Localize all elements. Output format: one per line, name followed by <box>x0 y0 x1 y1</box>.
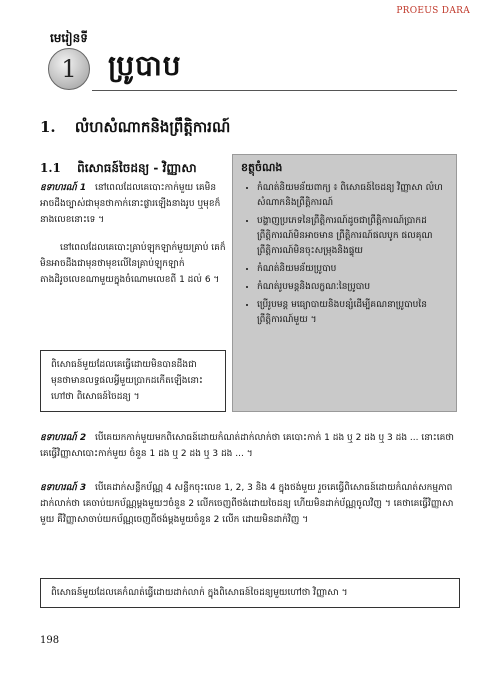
section-number: 1. <box>40 118 56 136</box>
example3-label: ឧទាហរណ៍ 3 <box>40 483 87 493</box>
lesson-title: ប្រូបាប <box>108 49 182 82</box>
lesson-number-badge <box>48 48 90 90</box>
objectives-title: ខត្ថុចំណង <box>241 161 283 174</box>
objectives-list <box>241 181 448 328</box>
example3-paragraph <box>40 480 460 528</box>
example1-text1: នៅពេលដែលគេបោះកាក់មួយ គេមិនអាចដឹងច្បាស់ជាមុនថាកាក់នោះផ្ងារឡើងនាងរូប ឬមុខក៏នាងលេខនោះទេ ។ <box>40 183 221 225</box>
header-brand: PROEUS DARA <box>396 6 470 16</box>
example2-text: បើគេយកកាក់មួយមកពិសោធន៍ដោយកំណត់ដាក់លាក់ថា គេបោះកាក់ 1 ដង ឬ 2 ដង ឬ 3 ដង ... នោះគេថា គេធ្វើវិញ្ញាសាបោះកាក់មួយ ចំនួន 1 ដង ឬ 2 ដង ឬ 3 ដង ... ។ <box>40 433 454 459</box>
objective-item: • ប្រើរូបមន្ត មធ្យោបាយនិងបន្សំដើម្បីគណនាប្រូបាបនៃព្រឹត្តិការណ៍មួយ ។ <box>257 298 448 328</box>
example1-label: ឧទាហរណ៍ 1 <box>40 183 87 193</box>
section-heading <box>40 118 230 140</box>
objective-item: • កំណត់និយមន័យប្រូបាប <box>257 262 448 277</box>
example2-paragraph <box>40 430 460 462</box>
lesson-number: 1 <box>61 55 77 83</box>
subsection-heading <box>40 160 197 178</box>
title-divider <box>92 90 457 91</box>
definition-trial: ពិសោធន៍មួយដែលគេកំណត់ធ្វើដោយដាក់លាក់ ក្នុងពិសោធន៍ចៃដន្យមួយហៅថា វិញ្ញាសា ។ <box>40 578 460 608</box>
definition-random-experiment: ពិសោធន៍មួយដែលគេធ្វើដោយមិនបានដឹងជាមុនថាមានលទ្ធផលអ្វីមួយប្រាកដកើតឡើងនោះហៅថា ពិសោធន៍ចៃដន្យ ។ <box>40 350 226 412</box>
example2-label: ឧទាហរណ៍ 2 <box>40 433 87 443</box>
page-number: 198 <box>40 635 60 646</box>
objectives-box <box>232 154 457 412</box>
example1-paragraph1 <box>40 180 226 228</box>
subsection-title: ពិសោធន៍ចៃដន្យ - វិញ្ញាសា <box>77 161 197 175</box>
subsection-number: 1.1 <box>40 161 61 175</box>
objective-item: • កំណត់និយមន័យពាក្យ ៖ ពិសោធន៍ចៃដន្យ វិញ្ញាសា លំហសំណាកនិងព្រឹត្តិការណ៍ <box>257 181 448 211</box>
section-title: លំហសំណាកនិងព្រឹត្តិការណ៍ <box>74 118 231 136</box>
lesson-label: មេរៀនទី <box>50 31 88 45</box>
objective-item: • កំណត់រូបមន្តនិងលក្ខណៈនៃប្រូបាប <box>257 280 448 295</box>
example3-text: បើគេដាក់សន្លឹកប័ណ្ណ 4 សន្លឹកចុះលេខ 1, 2, 3 និង 4 ក្នុងថង់មួយ រួចគេធ្វើពិសោធន៍ដោយកំណត់សកម្មភាពដាក់លាក់ថា គេចាប់យកប័ណ្ណម្តងមួយៗចំនួន 2 លើកចេញពីថង់ដោយចៃដន្យ ហើយមិនដាក់ប័ណ្ណចូលវិញ ។ គេថាគេធ្វើវិញ្ញាសាមួយ គឺវិញ្ញាសាចាប់យកប័ណ្ណចេញពីថង់ម្តងមួយចំនួន 2 លើក ដោយមិនដាក់វិញ ។ <box>40 483 454 525</box>
example1-paragraph2: នៅពេលដែលគេបោះគ្រាប់ឡុកឡាក់មួយគ្រាប់ គេក៏មិនអាចដឹងជាមុនថាមុខលើនៃគ្រាប់ឡុកឡាក់ តាងដិរូចលេខណាមួយក្នុងចំណោមលេខពី 1 ដល់ 6 ។ <box>40 243 226 285</box>
objective-item: • បង្ហាញប្រភេទនៃព្រឹត្តិការណ៍ដូចជាព្រឹត្តិការណ៍ប្រាកដ ព្រឹត្តិការណ៍មិនអាចមាន ព្រឹត្តិការណ៍ផលបូក ផលគុណ ព្រឹត្តិការណ៍មិនចុះសម្រុងនិងផ្ទុយ <box>257 214 448 259</box>
